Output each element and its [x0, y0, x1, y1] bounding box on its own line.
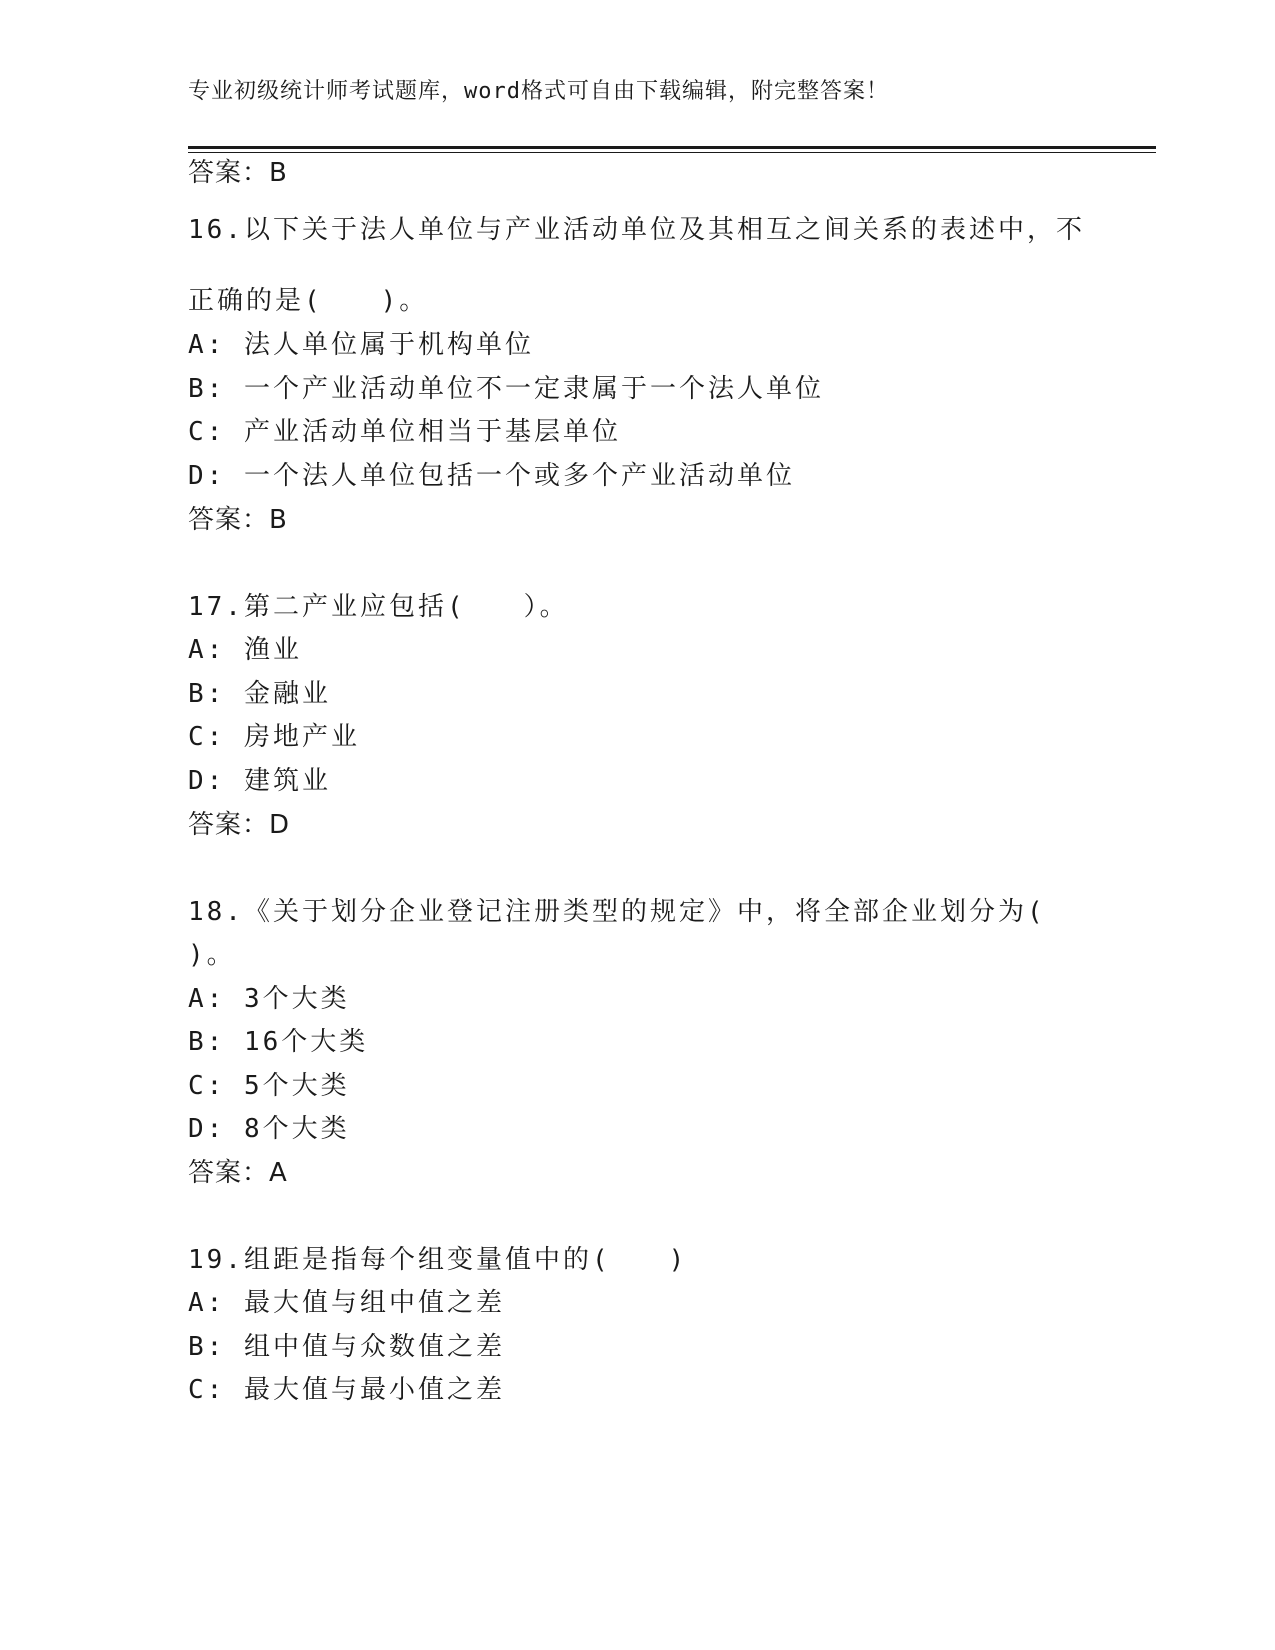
- question-18-option-d: D: 8个大类: [188, 1114, 350, 1144]
- question-18-option-b: B: 16个大类: [188, 1027, 369, 1057]
- question-17-option-b: B: 金融业: [188, 679, 331, 709]
- question-18-option-a: A: 3个大类: [188, 984, 350, 1014]
- question-19-option-c: C: 最大值与最小值之差: [188, 1375, 505, 1405]
- previous-answer: 答案：B: [188, 158, 288, 188]
- question-18-answer: 答案：A: [188, 1158, 288, 1188]
- question-18-text-cont: )。: [188, 940, 236, 970]
- question-16-option-b: B: 一个产业活动单位不一定隶属于一个法人单位: [188, 374, 824, 404]
- question-19-option-b: B: 组中值与众数值之差: [188, 1332, 505, 1362]
- question-16-text-cont: 正确的是( )。: [188, 286, 429, 316]
- header-rule-thin: [188, 152, 1156, 153]
- question-16-option-a: A: 法人单位属于机构单位: [188, 330, 534, 360]
- header-rule-thick: [188, 146, 1156, 149]
- question-17-text: 17.第二产业应包括( ）。: [188, 592, 569, 622]
- question-17-option-d: D: 建筑业: [188, 766, 331, 796]
- question-17-option-c: C: 房地产业: [188, 722, 360, 752]
- question-16-option-d: D: 一个法人单位包括一个或多个产业活动单位: [188, 461, 795, 491]
- question-16-option-c: C: 产业活动单位相当于基层单位: [188, 417, 621, 447]
- page-header: 专业初级统计师考试题库，word格式可自由下载编辑，附完整答案！: [188, 79, 889, 104]
- question-17-answer: 答案：D: [188, 810, 291, 840]
- question-18-text: 18.《关于划分企业登记注册类型的规定》中，将全部企业划分为(: [188, 897, 1046, 927]
- question-19-option-a: A: 最大值与组中值之差: [188, 1288, 505, 1318]
- question-17-option-a: A: 渔业: [188, 635, 302, 665]
- question-19-text: 19.组距是指每个组变量值中的( ): [188, 1245, 688, 1275]
- question-16-text: 16.以下关于法人单位与产业活动单位及其相互之间关系的表述中，不: [188, 215, 1085, 245]
- question-16-answer: 答案：B: [188, 505, 288, 535]
- question-18-option-c: C: 5个大类: [188, 1071, 350, 1101]
